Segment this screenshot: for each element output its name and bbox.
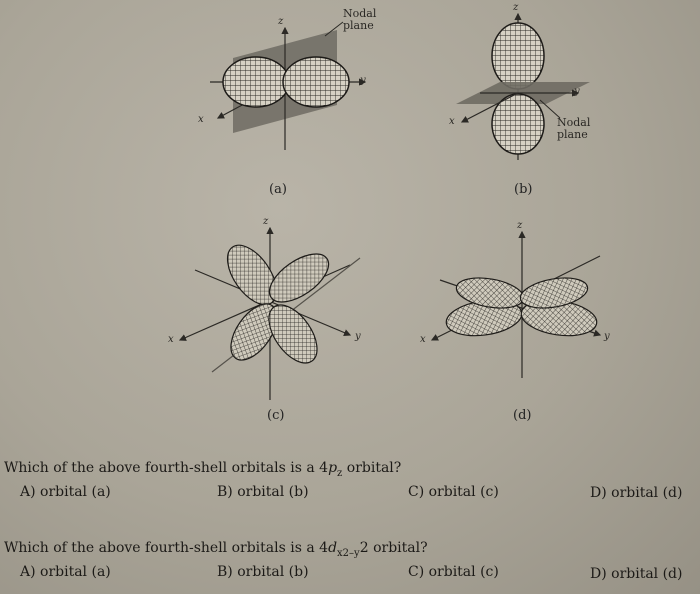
question-2-prefix: Which of the above fourth-shell orbitals is a 4 <box>4 540 329 556</box>
orbital-c-diagram <box>180 228 360 400</box>
question-2-exp2: 2 <box>359 540 369 556</box>
caption-d: (d) <box>513 408 532 423</box>
nodal-plane-label-b <box>557 117 590 141</box>
z-label-d: z <box>517 220 523 231</box>
q1-option-c[interactable]: C) orbital (c) <box>408 484 499 500</box>
lobe-a-right <box>283 57 349 107</box>
x-label-a: x <box>198 114 204 125</box>
question-2-sub-dash: –y <box>349 547 360 559</box>
plane-word-a: plane <box>343 19 374 32</box>
question-2-sub-x: x <box>337 547 343 559</box>
question-2-sub-exp1: 2 <box>342 547 350 559</box>
question-2-orbital: d <box>328 540 338 556</box>
nodal-plane-label-a <box>343 8 376 32</box>
x-label-b: x <box>449 116 455 127</box>
z-label-a: z <box>278 16 284 27</box>
y-label-d: y <box>604 331 610 342</box>
lobe-b-top <box>492 23 544 89</box>
z-label-b: z <box>513 2 519 13</box>
orbital-d-diagram <box>432 232 600 378</box>
question-1-suffix: orbital? <box>342 460 402 476</box>
q2-option-a[interactable]: A) orbital (a) <box>20 564 111 580</box>
q2-option-b[interactable]: B) orbital (b) <box>217 564 309 580</box>
z-label-c: z <box>263 216 269 227</box>
caption-b: (b) <box>514 182 533 197</box>
q1-option-b[interactable]: B) orbital (b) <box>217 484 309 500</box>
question-1-prefix: Which of the above fourth-shell orbitals is a 4 <box>4 460 329 476</box>
caption-a: (a) <box>269 182 287 197</box>
question-2-suffix: orbital? <box>368 540 428 556</box>
q2-option-d[interactable]: D) orbital (d) <box>590 566 683 582</box>
q2-option-c[interactable]: C) orbital (c) <box>408 564 499 580</box>
y-label-c: y <box>355 331 361 342</box>
y-label-b: y <box>574 86 580 97</box>
y-label-a: y <box>360 75 366 86</box>
q1-option-d[interactable]: D) orbital (d) <box>590 485 683 501</box>
nodal-word-a: Nodal <box>343 7 377 20</box>
x-label-c: x <box>168 334 174 345</box>
nodal-word-b: Nodal <box>557 116 591 129</box>
question-1-orbital-sub: z <box>337 467 343 479</box>
question-1 <box>4 460 401 479</box>
question-2-orbital-sub <box>337 548 360 559</box>
lobe-a-left <box>223 57 289 107</box>
plane-word-b: plane <box>557 128 588 141</box>
caption-c: (c) <box>267 408 285 423</box>
orbital-a-diagram <box>210 22 365 150</box>
question-2 <box>4 540 428 559</box>
q1-option-a[interactable]: A) orbital (a) <box>20 484 111 500</box>
x-label-d: x <box>420 334 426 345</box>
question-1-orbital: p <box>328 460 338 476</box>
